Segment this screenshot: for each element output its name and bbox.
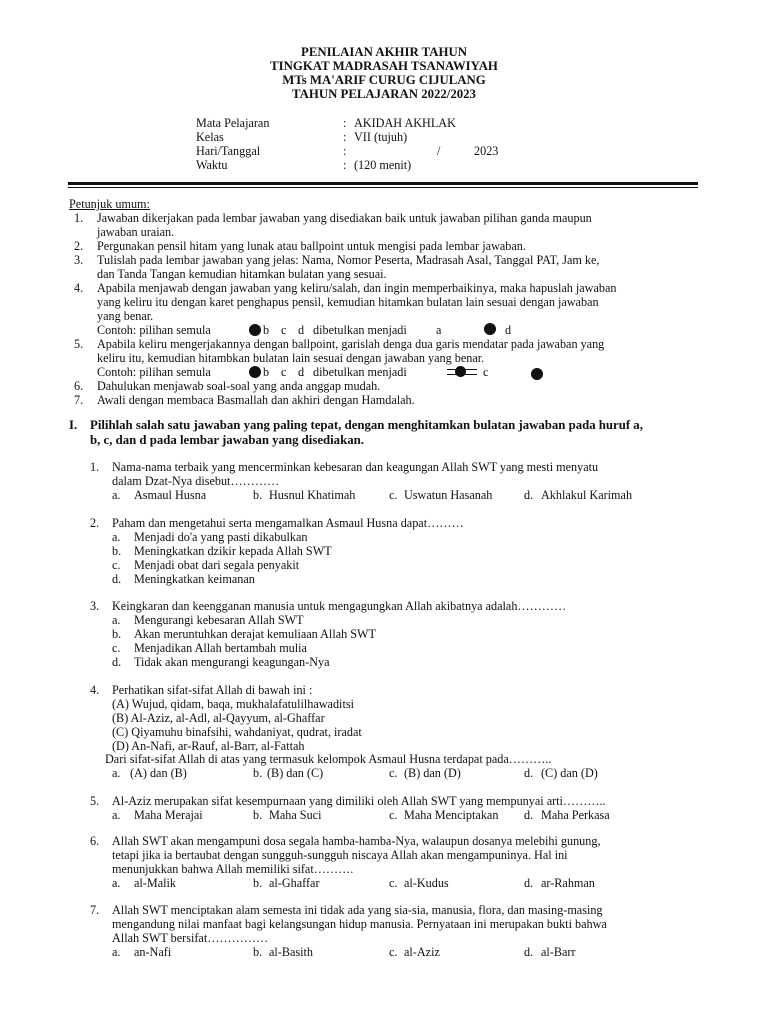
info-value-year: 2023	[474, 144, 499, 158]
option-letter: a.	[112, 945, 121, 959]
info-label-class: Kelas	[196, 130, 224, 144]
example-mid-text: dibetulkan menjadi	[313, 365, 407, 379]
option-text: Maha Suci	[269, 808, 322, 822]
header-line-4: TAHUN PELAJARAN 2022/2023	[292, 87, 476, 101]
instruction-text: Tulislah pada lembar jawaban yang jelas: Nama, Nomor Peserta, Madrasah Asal, Tanggal PAT, Jam ke,	[97, 253, 600, 267]
question-number: 1.	[90, 460, 100, 474]
option-letter: d.	[524, 766, 534, 780]
option-text: Uswatun Hasanah	[404, 488, 493, 502]
option-letter: c.	[389, 876, 398, 890]
instruction-text: Jawaban dikerjakan pada lembar jawaban yang disediakan baik untuk jawaban pilihan ganda maupun	[97, 211, 592, 225]
option-letter: a.	[112, 613, 121, 627]
info-value-subject: AKIDAH AKHLAK	[354, 116, 456, 130]
option-letter: a.	[112, 530, 121, 544]
filled-bubble-icon	[249, 324, 261, 336]
option-text: (B) dan (C)	[267, 766, 324, 780]
info-colon: :	[343, 116, 347, 130]
option-text: al-Aziz	[404, 945, 440, 959]
question-text: dalam Dzat-Nya disebut…………	[112, 474, 280, 488]
section-instruction: b, c, dan d pada lembar jawaban yang disediakan.	[90, 433, 364, 447]
header-line-1: PENILAIAN AKHIR TAHUN	[301, 45, 467, 59]
option-text: (C) dan (D)	[541, 766, 598, 780]
question-text: Keingkaran dan keengganan manusia untuk mengagungkan Allah akibatnya adalah…………	[112, 599, 567, 613]
info-colon: :	[343, 158, 347, 172]
option-letter: b.	[253, 766, 263, 780]
option-letter: d.	[524, 808, 534, 822]
divider-thick	[68, 182, 698, 185]
option-text: Meningkatkan dzikir kepada Allah SWT	[134, 544, 332, 558]
question-text: menunjukkan bahwa Allah memiliki sifat……….	[112, 862, 354, 876]
option-letter: a.	[112, 876, 121, 890]
option-letter: b.	[253, 808, 263, 822]
header-line-2: TINGKAT MADRASAH TSANAWIYAH	[270, 59, 498, 73]
info-label-date: Hari/Tanggal	[196, 144, 261, 158]
question-number: 5.	[90, 794, 100, 808]
filled-bubble-icon	[249, 366, 261, 378]
instruction-number: 3.	[74, 253, 84, 267]
option-letter: a.	[112, 488, 121, 502]
filled-bubble-icon	[484, 323, 496, 335]
info-colon: :	[343, 144, 347, 158]
instruction-text: jawaban uraian.	[97, 225, 175, 239]
info-value-date-slash: /	[437, 144, 441, 158]
option-text: Husnul Khatimah	[269, 488, 356, 502]
instruction-number: 4.	[74, 281, 84, 295]
sublist-item: (D) An-Nafi, ar-Rauf, al-Barr, al-Fattah	[112, 739, 305, 753]
option-letter: d.	[524, 488, 534, 502]
option-letter: c.	[389, 488, 398, 502]
section-number: I.	[69, 418, 78, 432]
example-option-c: c	[483, 365, 489, 379]
info-label-subject: Mata Pelajaran	[196, 116, 270, 130]
instruction-number: 6.	[74, 379, 84, 393]
question-text: Paham dan mengetahui serta mengamalkan Asmaul Husna dapat………	[112, 516, 464, 530]
option-text: Maha Merajai	[134, 808, 203, 822]
question-text: Perhatikan sifat-sifat Allah di bawah ini :	[112, 683, 313, 697]
question-text: Nama-nama terbaik yang mencerminkan kebesaran dan keagungan Allah SWT yang mesti menyatu	[112, 460, 599, 474]
filled-bubble-icon	[455, 366, 466, 377]
instructions-title: Petunjuk umum:	[69, 197, 150, 211]
instruction-text: Awali dengan membaca Basmallah dan akhiri dengan Hamdalah.	[97, 393, 415, 407]
question-text: mengandung nilai manfaat bagi kelangsungan hidup manusia. Pernyataan ini merupakan bukti bahwa	[112, 917, 607, 931]
example-option-d: d	[298, 323, 305, 337]
info-value-class: VII (tujuh)	[354, 130, 408, 144]
option-letter: b.	[253, 488, 263, 502]
instruction-number: 1.	[74, 211, 84, 225]
option-letter: c.	[389, 808, 398, 822]
option-letter: d.	[112, 572, 122, 586]
instruction-text: yang keliru itu dengan karet penghapus pensil, kemudian hitamkan bulatan lain sesuai dengan jawaban	[97, 295, 599, 309]
option-letter: d.	[524, 945, 534, 959]
option-text: Akan meruntuhkan derajat kemuliaan Allah SWT	[134, 627, 376, 641]
option-letter: c.	[389, 766, 398, 780]
question-number: 7.	[90, 903, 100, 917]
example-option-a: a	[436, 323, 442, 337]
example-option-b: b	[263, 365, 270, 379]
question-number: 3.	[90, 599, 100, 613]
option-text: an-Nafi	[134, 945, 172, 959]
info-value-time: (120 menit)	[354, 158, 412, 172]
question-text: Allah SWT bersifat……………	[112, 931, 269, 945]
option-letter: b.	[112, 544, 122, 558]
info-colon: :	[343, 130, 347, 144]
question-prompt: Dari sifat-sifat Allah di atas yang termasuk kelompok Asmaul Husna terdapat pada………..	[105, 752, 552, 766]
option-letter: c.	[112, 641, 121, 655]
question-text: Allah SWT akan mengampuni dosa segala hamba-hamba-Nya, walaupun dosanya melebihi gunung,	[112, 834, 601, 848]
option-letter: b.	[112, 627, 122, 641]
example-option-b: b	[263, 323, 270, 337]
instruction-text: Pergunakan pensil hitam yang lunak atau ballpoint untuk mengisi pada lembar jawaban.	[97, 239, 526, 253]
question-text: Al-Aziz merupakan sifat kesempurnaan yang dimiliki oleh Allah SWT yang mempunyai arti………..	[112, 794, 606, 808]
instruction-number: 2.	[74, 239, 84, 253]
instruction-text: Apabila menjawab dengan jawaban yang keliru/salah, dan ingin memperbaikinya, maka hapuslah jawaban	[97, 281, 617, 295]
option-text: Maha Perkasa	[541, 808, 610, 822]
question-number: 2.	[90, 516, 100, 530]
instruction-text: dan Tanda Tangan kemudian hitamkan bulatan yang sesuai.	[97, 267, 387, 281]
instruction-text: Dahulukan menjawab soal-soal yang anda anggap mudah.	[97, 379, 381, 393]
sublist-item: (C) Qiyamuhu binafsihi, wahdaniyat, qudrat, iradat	[112, 725, 362, 739]
option-text: Tidak akan mengurangi keagungan-Nya	[134, 655, 330, 669]
example-label: Contoh: pilihan semula	[97, 323, 211, 337]
instruction-text: yang benar.	[97, 309, 154, 323]
option-text: Menjadi do'a yang pasti dikabulkan	[134, 530, 308, 544]
example-label: Contoh: pilihan semula	[97, 365, 211, 379]
option-text: Menjadi obat dari segala penyakit	[134, 558, 300, 572]
option-text: al-Barr	[541, 945, 576, 959]
option-letter: c.	[389, 945, 398, 959]
option-text: Asmaul Husna	[134, 488, 207, 502]
option-text: al-Malik	[134, 876, 176, 890]
divider-thin	[68, 187, 698, 188]
instruction-text: Apabila keliru mengerjakannya dengan ballpoint, garislah denga dua garis mendatar pada jawaban yang	[97, 337, 605, 351]
question-text: Allah SWT menciptakan alam semesta ini tidak ada yang sia-sia, manusia, flora, dan masing-masing	[112, 903, 603, 917]
example-option-d: d	[505, 323, 512, 337]
instruction-number: 7.	[74, 393, 84, 407]
example-option-c: c	[281, 365, 287, 379]
question-number: 4.	[90, 683, 100, 697]
example-option-d: d	[298, 365, 305, 379]
option-text: Meningkatkan keimanan	[134, 572, 255, 586]
section-instruction: Pilihlah salah satu jawaban yang paling tepat, dengan menghitamkan bulatan jawaban pada huruf a,	[90, 418, 643, 432]
option-letter: c.	[112, 558, 121, 572]
example-mid-text: dibetulkan menjadi	[313, 323, 407, 337]
option-letter: d.	[524, 876, 534, 890]
option-text: Menjadikan Allah bertambah mulia	[134, 641, 307, 655]
sublist-item: (B) Al-Aziz, al-Adl, al-Qayyum, al-Ghaffar	[112, 711, 325, 725]
info-label-time: Waktu	[196, 158, 228, 172]
option-text: (A) dan (B)	[130, 766, 187, 780]
sublist-item: (A) Wujud, qidam, baqa, mukhalafatulilhawaditsi	[112, 697, 354, 711]
option-text: al-Basith	[269, 945, 314, 959]
option-letter: a.	[112, 766, 121, 780]
option-letter: b.	[253, 876, 263, 890]
option-text: Maha Menciptakan	[404, 808, 499, 822]
header-line-3: MTs MA'ARIF CURUG CIJULANG	[282, 73, 486, 87]
instruction-text: keliru itu, kemudian hitambkan bulatan lain sesuai dengan jawaban yang benar.	[97, 351, 485, 365]
option-text: Mengurangi kebesaran Allah SWT	[134, 613, 304, 627]
option-letter: d.	[112, 655, 122, 669]
instruction-number: 5.	[74, 337, 84, 351]
option-text: al-Ghaffar	[269, 876, 320, 890]
option-text: al-Kudus	[404, 876, 449, 890]
question-text: tetapi jika ia bertaubat dengan sungguh-sungguh niscaya Allah akan mengampuninya. Hal ini	[112, 848, 568, 862]
question-number: 6.	[90, 834, 100, 848]
option-text: (B) dan (D)	[404, 766, 461, 780]
example-option-c: c	[281, 323, 287, 337]
option-letter: b.	[253, 945, 263, 959]
option-text: Akhlakul Karimah	[541, 488, 633, 502]
option-letter: a.	[112, 808, 121, 822]
option-text: ar-Rahman	[541, 876, 595, 890]
